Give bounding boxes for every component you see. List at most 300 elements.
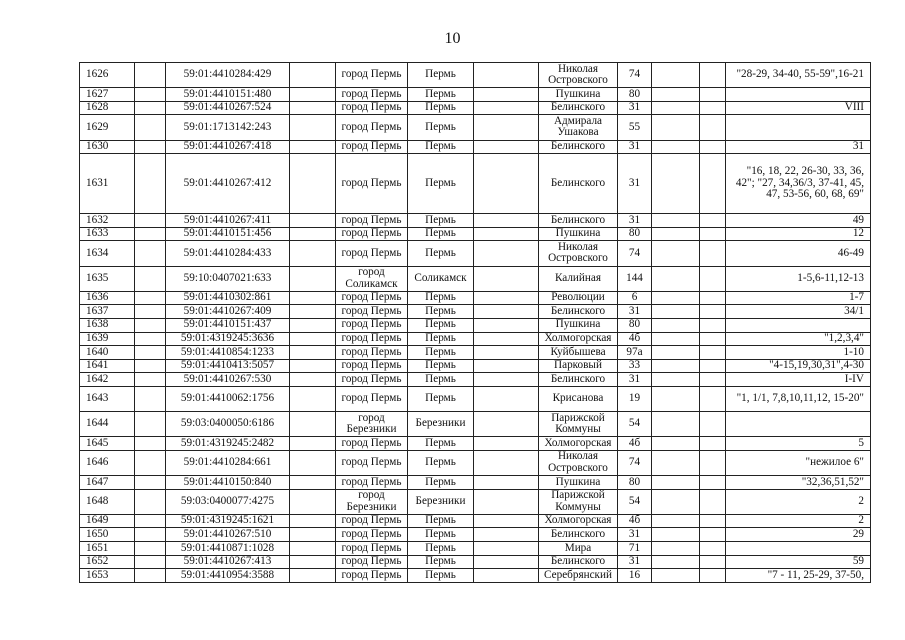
empty-cell [652,115,700,140]
record-number-cell: 1629 [80,115,135,140]
settlement-cell: Пермь [408,476,474,490]
empty-cell [290,266,336,291]
premises-numbers-cell [726,115,871,140]
table-row [80,542,871,556]
municipality-cell: город Пермь [336,101,408,115]
premises-numbers-cell: 2 [726,489,871,514]
premises-numbers-cell: "4-15,19,30,31",4-30 [726,359,871,373]
street-cell: Николая Островского [539,63,618,88]
municipality-cell: город Пермь [336,227,408,241]
empty-cell [290,227,336,241]
municipality-cell: город Березники [336,489,408,514]
empty-cell [290,318,336,332]
premises-numbers-cell: "16, 18, 22, 26-30, 33, 36, 42"; "27, 34,36/3, 37-41, 45, 47, 53-56, 60, 68, 69" [726,154,871,214]
house-number-cell: 31 [618,555,652,569]
street-cell: Пушкина [539,227,618,241]
empty-cell [700,412,726,437]
empty-cell [290,476,336,490]
table-row [80,214,871,228]
settlement-cell: Пермь [408,63,474,88]
empty-cell [700,489,726,514]
municipality-cell: город Пермь [336,569,408,583]
premises-numbers-cell: "1,2,3,4" [726,332,871,346]
empty-cell [290,528,336,542]
empty-cell [700,63,726,88]
house-number-cell: 33 [618,359,652,373]
settlement-cell: Соликамск [408,266,474,291]
record-number-cell: 1630 [80,140,135,154]
street-cell: Парковый [539,359,618,373]
empty-cell [700,241,726,266]
house-number-cell: 80 [618,88,652,102]
cadastral-number-cell: 59:01:4410062:1756 [166,386,290,411]
settlement-cell: Пермь [408,227,474,241]
cadastral-number-cell: 59:01:4410150:840 [166,476,290,490]
table-row [80,241,871,266]
empty-cell [474,542,539,556]
house-number-cell: 31 [618,154,652,214]
premises-numbers-cell: "7 - 11, 25-29, 37-50, [726,569,871,583]
empty-cell [700,305,726,319]
cadastral-number-cell: 59:01:4319245:1621 [166,514,290,528]
record-number-cell: 1646 [80,450,135,475]
municipality-cell: город Пермь [336,450,408,475]
empty-cell [700,346,726,360]
house-number-cell: 74 [618,241,652,266]
settlement-cell: Пермь [408,154,474,214]
empty-cell [135,140,166,154]
empty-cell [700,318,726,332]
table-row [80,305,871,319]
table-row [80,266,871,291]
empty-cell [474,140,539,154]
record-number-cell: 1640 [80,346,135,360]
cadastral-number-cell: 59:01:4410302:861 [166,291,290,305]
record-number-cell: 1639 [80,332,135,346]
empty-cell [652,528,700,542]
empty-cell [474,346,539,360]
empty-cell [652,359,700,373]
premises-numbers-cell: I-IV [726,373,871,387]
empty-cell [652,555,700,569]
empty-cell [135,569,166,583]
empty-cell [474,528,539,542]
municipality-cell: город Пермь [336,291,408,305]
street-cell: Белинского [539,555,618,569]
street-cell: Революции [539,291,618,305]
empty-cell [135,373,166,387]
empty-cell [700,88,726,102]
empty-cell [652,489,700,514]
table-row [80,489,871,514]
empty-cell [474,514,539,528]
municipality-cell: город Пермь [336,386,408,411]
premises-numbers-cell: 12 [726,227,871,241]
municipality-cell: город Пермь [336,241,408,266]
street-cell: Мира [539,542,618,556]
table-row [80,450,871,475]
empty-cell [135,528,166,542]
empty-cell [135,514,166,528]
street-cell: Белинского [539,101,618,115]
empty-cell [700,373,726,387]
table-body [80,63,871,583]
table-row [80,569,871,583]
cadastral-number-cell: 59:01:4410151:480 [166,88,290,102]
empty-cell [652,154,700,214]
cadastral-number-cell: 59:01:4410284:661 [166,450,290,475]
empty-cell [700,359,726,373]
empty-cell [652,373,700,387]
settlement-cell: Пермь [408,318,474,332]
municipality-cell: город Пермь [336,437,408,451]
empty-cell [135,154,166,214]
empty-cell [700,555,726,569]
settlement-cell: Пермь [408,214,474,228]
house-number-cell: 31 [618,373,652,387]
street-cell: Белинского [539,140,618,154]
municipality-cell: город Пермь [336,115,408,140]
empty-cell [652,88,700,102]
empty-cell [700,514,726,528]
street-cell: Белинского [539,214,618,228]
municipality-cell: город Пермь [336,88,408,102]
settlement-cell: Пермь [408,332,474,346]
empty-cell [290,386,336,411]
settlement-cell: Пермь [408,241,474,266]
cadastral-number-cell: 59:01:4410267:510 [166,528,290,542]
house-number-cell: 31 [618,305,652,319]
municipality-cell: город Пермь [336,359,408,373]
premises-numbers-cell: 31 [726,140,871,154]
empty-cell [135,489,166,514]
house-number-cell: 54 [618,412,652,437]
empty-cell [290,569,336,583]
house-number-cell: 31 [618,101,652,115]
empty-cell [652,569,700,583]
cadastral-number-cell: 59:01:4410151:437 [166,318,290,332]
municipality-cell: город Пермь [336,332,408,346]
empty-cell [474,227,539,241]
empty-cell [135,63,166,88]
empty-cell [290,101,336,115]
cadastral-number-cell: 59:01:4410871:1028 [166,542,290,556]
page-number: 10 [444,30,461,47]
record-number-cell: 1631 [80,154,135,214]
empty-cell [290,437,336,451]
municipality-cell: город Пермь [336,476,408,490]
record-number-cell: 1632 [80,214,135,228]
cadastral-number-cell: 59:01:4319245:2482 [166,437,290,451]
street-cell: Николая Островского [539,450,618,475]
municipality-cell: город Пермь [336,305,408,319]
record-number-cell: 1649 [80,514,135,528]
empty-cell [474,63,539,88]
empty-cell [474,489,539,514]
empty-cell [474,412,539,437]
record-number-cell: 1643 [80,386,135,411]
table-row [80,154,871,214]
empty-cell [652,386,700,411]
premises-numbers-cell: 1-7 [726,291,871,305]
table-row [80,318,871,332]
empty-cell [652,514,700,528]
house-number-cell: 80 [618,476,652,490]
empty-cell [700,227,726,241]
table-row [80,386,871,411]
empty-cell [135,266,166,291]
empty-cell [290,63,336,88]
empty-cell [700,437,726,451]
cadastral-number-cell: 59:01:4410267:418 [166,140,290,154]
empty-cell [652,241,700,266]
empty-cell [290,373,336,387]
record-number-cell: 1647 [80,476,135,490]
settlement-cell: Пермь [408,542,474,556]
street-cell: Крисанова [539,386,618,411]
cadastral-number-cell: 59:10:0407021:633 [166,266,290,291]
settlement-cell: Пермь [408,555,474,569]
empty-cell [474,450,539,475]
house-number-cell: 97а [618,346,652,360]
cadastral-number-cell: 59:01:4410284:429 [166,63,290,88]
house-number-cell: 6 [618,291,652,305]
table-row [80,476,871,490]
house-number-cell: 31 [618,528,652,542]
street-cell: Куйбышева [539,346,618,360]
empty-cell [290,115,336,140]
record-number-cell: 1627 [80,88,135,102]
empty-cell [135,476,166,490]
municipality-cell: город Пермь [336,542,408,556]
empty-cell [474,154,539,214]
settlement-cell: Пермь [408,514,474,528]
premises-numbers-cell: VIII [726,101,871,115]
cadastral-number-cell: 59:01:4410267:530 [166,373,290,387]
premises-numbers-cell [726,412,871,437]
table-row [80,528,871,542]
settlement-cell: Березники [408,412,474,437]
record-number-cell: 1642 [80,373,135,387]
premises-numbers-cell: "32,36,51,52" [726,476,871,490]
premises-numbers-cell: "1, 1/1, 7,8,10,11,12, 15-20" [726,386,871,411]
premises-numbers-cell [726,542,871,556]
empty-cell [290,412,336,437]
empty-cell [290,359,336,373]
cadastral-number-cell: 59:03:0400050:6186 [166,412,290,437]
record-number-cell: 1634 [80,241,135,266]
table-row [80,359,871,373]
municipality-cell: город Березники [336,412,408,437]
table-row [80,101,871,115]
empty-cell [652,318,700,332]
municipality-cell: город Пермь [336,214,408,228]
empty-cell [700,266,726,291]
cadastral-number-cell: 59:01:4410267:413 [166,555,290,569]
record-number-cell: 1638 [80,318,135,332]
empty-cell [135,88,166,102]
empty-cell [700,476,726,490]
empty-cell [700,528,726,542]
record-number-cell: 1637 [80,305,135,319]
empty-cell [474,318,539,332]
empty-cell [652,101,700,115]
settlement-cell: Пермь [408,346,474,360]
record-number-cell: 1635 [80,266,135,291]
cadastral-number-cell: 59:01:4410267:409 [166,305,290,319]
empty-cell [652,291,700,305]
table-row [80,346,871,360]
record-number-cell: 1652 [80,555,135,569]
house-number-cell: 55 [618,115,652,140]
empty-cell [700,214,726,228]
municipality-cell: город Пермь [336,318,408,332]
cadastral-number-cell: 59:01:4410151:456 [166,227,290,241]
empty-cell [652,332,700,346]
record-number-cell: 1650 [80,528,135,542]
empty-cell [474,88,539,102]
empty-cell [290,542,336,556]
premises-numbers-cell: 46-49 [726,241,871,266]
empty-cell [474,266,539,291]
empty-cell [135,318,166,332]
street-cell: Белинского [539,528,618,542]
empty-cell [290,305,336,319]
settlement-cell: Пермь [408,305,474,319]
empty-cell [135,291,166,305]
record-number-cell: 1645 [80,437,135,451]
street-cell: Парижской Коммуны [539,489,618,514]
street-cell: Калийная [539,266,618,291]
settlement-cell: Пермь [408,437,474,451]
cadastral-number-cell: 59:01:4410954:3588 [166,569,290,583]
premises-numbers-cell: "28-29, 34-40, 55-59",16-21 [726,63,871,88]
record-number-cell: 1626 [80,63,135,88]
table-row [80,373,871,387]
municipality-cell: город Пермь [336,346,408,360]
empty-cell [652,214,700,228]
empty-cell [135,412,166,437]
street-cell: Парижской Коммуны [539,412,618,437]
premises-numbers-cell: 49 [726,214,871,228]
municipality-cell: город Пермь [336,140,408,154]
cadastral-number-cell: 59:01:4410267:524 [166,101,290,115]
street-cell: Белинского [539,373,618,387]
empty-cell [700,386,726,411]
empty-cell [474,241,539,266]
settlement-cell: Пермь [408,140,474,154]
empty-cell [290,154,336,214]
street-cell: Серебрянский [539,569,618,583]
empty-cell [700,101,726,115]
house-number-cell: 80 [618,318,652,332]
table-row [80,412,871,437]
empty-cell [135,437,166,451]
street-cell: Холмогорская [539,514,618,528]
empty-cell [652,305,700,319]
empty-cell [652,346,700,360]
empty-cell [290,514,336,528]
empty-cell [135,555,166,569]
house-number-cell: 4б [618,437,652,451]
street-cell: Белинского [539,154,618,214]
empty-cell [700,291,726,305]
cadastral-number-cell: 59:01:4410413:5057 [166,359,290,373]
street-cell: Холмогорская [539,437,618,451]
municipality-cell: город Пермь [336,63,408,88]
settlement-cell: Березники [408,489,474,514]
empty-cell [474,214,539,228]
municipality-cell: город Пермь [336,514,408,528]
premises-numbers-cell: 2 [726,514,871,528]
empty-cell [290,291,336,305]
house-number-cell: 144 [618,266,652,291]
premises-numbers-cell: 5 [726,437,871,451]
settlement-cell: Пермь [408,88,474,102]
house-number-cell: 54 [618,489,652,514]
record-number-cell: 1653 [80,569,135,583]
empty-cell [135,346,166,360]
municipality-cell: город Пермь [336,373,408,387]
table-row [80,332,871,346]
settlement-cell: Пермь [408,359,474,373]
house-number-cell: 16 [618,569,652,583]
empty-cell [652,542,700,556]
empty-cell [700,569,726,583]
cadastral-number-cell: 59:01:4410267:411 [166,214,290,228]
house-number-cell: 4б [618,514,652,528]
settlement-cell: Пермь [408,569,474,583]
empty-cell [135,305,166,319]
house-number-cell: 71 [618,542,652,556]
empty-cell [700,332,726,346]
cadastral-number-cell: 59:01:4410284:433 [166,241,290,266]
house-number-cell: 19 [618,386,652,411]
cadastral-number-cell: 59:01:4410267:412 [166,154,290,214]
house-number-cell: 74 [618,63,652,88]
empty-cell [652,63,700,88]
premises-numbers-cell: 34/1 [726,305,871,319]
premises-numbers-cell [726,88,871,102]
empty-cell [652,450,700,475]
empty-cell [474,101,539,115]
empty-cell [474,476,539,490]
empty-cell [474,386,539,411]
settlement-cell: Пермь [408,373,474,387]
table-row [80,291,871,305]
empty-cell [290,346,336,360]
premises-numbers-cell: "нежилое 6" [726,450,871,475]
record-number-cell: 1651 [80,542,135,556]
record-number-cell: 1633 [80,227,135,241]
municipality-cell: город Пермь [336,555,408,569]
settlement-cell: Пермь [408,528,474,542]
empty-cell [474,291,539,305]
street-cell: Холмогорская [539,332,618,346]
empty-cell [135,227,166,241]
empty-cell [474,555,539,569]
cadastral-number-cell: 59:03:0400077:4275 [166,489,290,514]
empty-cell [290,332,336,346]
municipality-cell: город Пермь [336,154,408,214]
street-cell: Николая Островского [539,241,618,266]
municipality-cell: город Соликамск [336,266,408,291]
house-number-cell: 74 [618,450,652,475]
house-number-cell: 80 [618,227,652,241]
table-row [80,227,871,241]
house-number-cell: 31 [618,140,652,154]
empty-cell [652,412,700,437]
